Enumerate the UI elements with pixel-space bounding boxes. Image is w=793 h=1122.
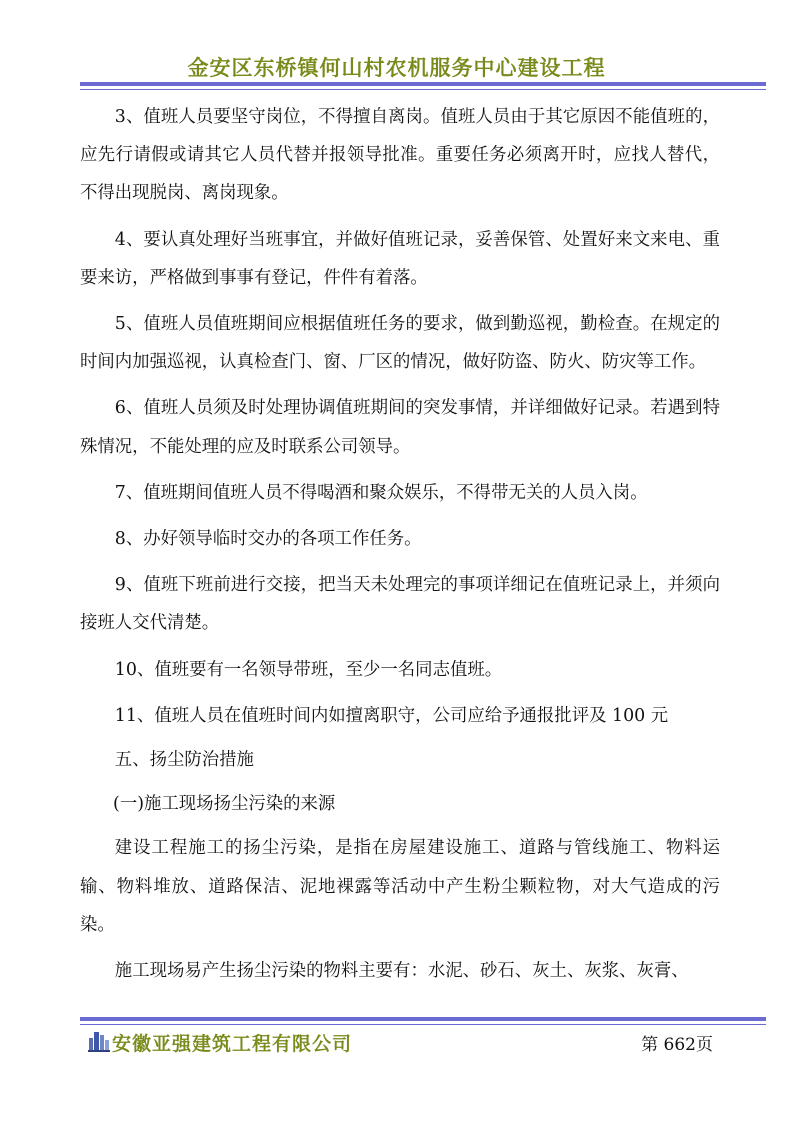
paragraph: 7、值班期间值班人员不得喝酒和聚众娱乐，不得带无关的人员入岗。	[114, 482, 648, 503]
header-rule-thick	[80, 82, 766, 86]
paragraph: 建设工程施工的扬尘污染，是指在房屋建设施工、道路与管线施工、物料运输、物料堆放、道路保洁、泥地裸露等活动中产生粉尘颗粒物，对大气造成的污染。	[80, 838, 720, 935]
footer-rule-thin	[80, 1024, 766, 1025]
company-logo-icon	[88, 1028, 110, 1052]
paragraph: 5、值班人员值班期间应根据值班任务的要求，做到勤巡视，勤检查。在规定的时间内加强巡视，认真检查门、窗、厂区的情况，做好防盗、防火、防灾等工作。	[80, 314, 720, 373]
paragraph: 9、值班下班前进行交接，把当天未处理完的事项详细记在值班记录上，并须向接班人交代清楚。	[80, 575, 720, 634]
paragraph: 10、值班要有一名领导带班，至少一名同志值班。	[114, 659, 503, 680]
paragraph: 施工现场易产生扬尘污染的物料主要有：水泥、砂石、灰土、灰浆、灰膏、	[114, 961, 689, 982]
footer-company-name: 安徽亚强建筑工程有限公司	[112, 1033, 353, 1055]
paragraph: 8、办好领导临时交办的各项工作任务。	[114, 529, 422, 550]
paragraph: 3、值班人员要坚守岗位，不得擅自离岗。值班人员由于其它原因不能值班的，应先行请假或请其它人员代替并报领导批准。重要任务必须离开时，应找人替代，不得出现脱岗、离岗现象。	[80, 107, 720, 204]
header-rule-thin	[80, 89, 766, 90]
page-header-title: 金安区东桥镇何山村农机服务中心建设工程	[187, 56, 606, 80]
document-body	[80, 98, 720, 990]
section-heading: 五、扬尘防治措施	[114, 750, 254, 771]
paragraph: 4、要认真处理好当班事宜，并做好值班记录，妥善保管、处置好来文来电、重要来访，严格做到事事有登记，件件有着落。	[80, 229, 720, 288]
subsection-heading: (一)施工现场扬尘污染的来源	[113, 794, 336, 815]
page-number: 第 662页	[641, 1035, 713, 1055]
paragraph: 11、值班人员在值班时间内如擅离职守，公司应给予通报批评及 100 元	[114, 705, 669, 726]
paragraph: 6、值班人员须及时处理协调值班期间的突发事情，并详细做好记录。若遇到特殊情况，不能处理的应及时联系公司领导。	[80, 398, 720, 457]
footer-rule-thick	[80, 1017, 766, 1021]
